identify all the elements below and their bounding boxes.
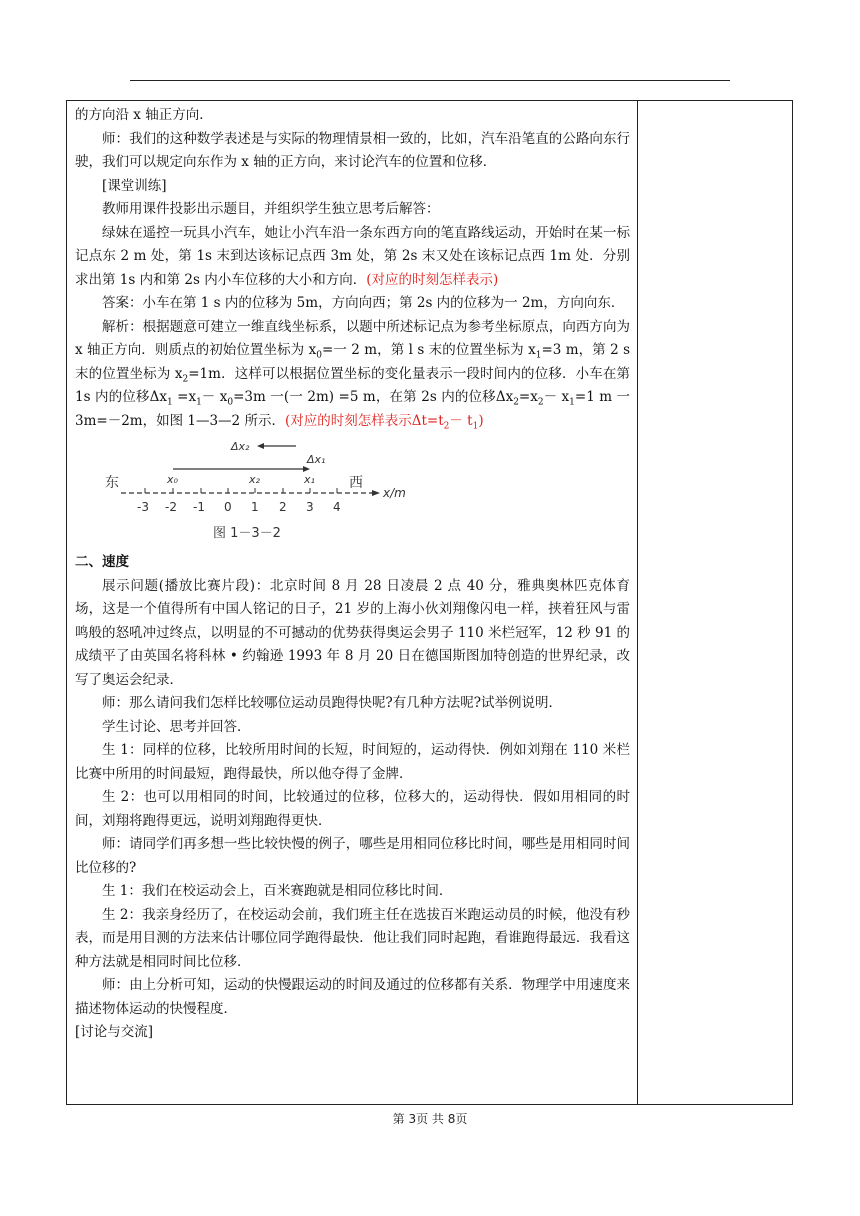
- paragraph: 教师用课件投影出示题目，并组织学生独立思考后解答：: [102, 201, 440, 217]
- paragraph: 学生讨论、思考并回答．: [102, 718, 251, 735]
- section-tag: [课堂训练]: [102, 177, 167, 194]
- paragraph: 生 1：我们在校运动会上，百米赛跑就是相同位移比时间．: [102, 883, 453, 899]
- point-x1-label: x₁: [304, 473, 315, 486]
- tick-marks: [145, 488, 337, 493]
- lesson-content: [75, 104, 630, 1045]
- paragraph: 生 1：同样的位移，比较所用时间的长短，时间短的，运动得快．例如刘翔在 110 米栏比赛中所用的时间最短，跑得最快，所以他夺得了金牌．: [75, 742, 630, 782]
- paragraph: 师：由上分析可知，运动的快慢跟运动的时间及通过的位移都有关系．物理学中用速度来描述物体运动的快慢程度．: [75, 977, 630, 1017]
- paragraph: 师：请同学们再多想一些比较快慢的例子，哪些是用相同位移比时间，哪些是用相同时间比位移的?: [75, 836, 630, 876]
- paragraph: 师：我们的这种数学表述是与实际的物理情景相一致的，比如，汽车沿笔直的公路向东行驶，我们可以规定向东作为 x 轴的正方向，来讨论汽车的位置和位移．: [75, 130, 630, 170]
- paragraph: 展示问题(播放比赛片段)：北京时间 8 月 28 日凌晨 2 点 40 分，雅典奥林匹克体育场，这是一个值得所有中国人铭记的日子，21 岁的上海小伙刘翔像闪电一样，挟着狂风与雷鸣般的怒吼冲过终点，以明显的不可撼动的优势获得奥运会男子 110 米栏冠军，12 秒 91 的成绩平了由英国名将科林 • 约翰逊 1993 年 8 月 20 日在德国斯图加特创造的世界纪录，改写了奥运会纪录．: [75, 577, 630, 688]
- lesson-table: [66, 100, 793, 1105]
- tick-label: 2: [279, 500, 287, 514]
- exercise-question: 绿妹在遥控一玩具小汽车，她让小汽车沿一条东西方向的笔直路线运动，开始时在某一标记点东 2 m 处，第 1s 末到达该标记点西 3m 处，第 2s 末又处在该标记点西 1m 处．分别求出第 1s 内和第 2s 内小车位移的大小和方向．(对应的时刻怎样表示): [75, 224, 630, 288]
- section-tag: [讨论与交流]: [75, 1024, 154, 1040]
- axis-arrow-icon: [372, 490, 380, 496]
- point-x2-label: x₂: [249, 473, 260, 486]
- paragraph: 生 2：我亲身经历了，在校运动会前，我们班主任在选拔百米跑运动员的时候，他没有秒表，而是用目测的方法来估计哪位同学跑得最快．他让我们同时起跑，看谁跑得最远．我看这种方法就是相同时间比位移．: [75, 906, 630, 970]
- tick-label: -3: [137, 500, 149, 514]
- dx1-label: Δx₁: [307, 453, 326, 466]
- page-footer: 第 3页 共 8页: [392, 1112, 468, 1126]
- point-x0-label: x₀: [167, 473, 178, 486]
- tick-label: 4: [333, 500, 341, 514]
- red-note: (对应的时刻怎样表示): [366, 271, 499, 288]
- tick-label: -1: [193, 500, 205, 514]
- red-note: (对应的时刻怎样表示$\Delta t=t_2- t_1$): [284, 412, 484, 432]
- header-rule: [130, 80, 730, 81]
- arrow-head-icon: [257, 443, 264, 449]
- tick-label: 1: [251, 500, 259, 514]
- column-divider: [637, 101, 638, 1104]
- paragraph: 生 2：也可以用相同的时间，比较通过的位移，位移大的，运动得快．假如用相同的时间，刘翔将跑得更远，说明刘翔跑得更快．: [75, 789, 630, 829]
- dx2-label: Δx₂: [231, 440, 250, 453]
- paragraph: 师：那么请问我们怎样比较哪位运动员跑得快呢?有几种方法呢?试举例说明．: [102, 695, 562, 711]
- number-line-diagram: [103, 437, 423, 549]
- section-heading-velocity: 二、速度: [75, 554, 129, 570]
- figure-number-line: [75, 433, 630, 551]
- paragraph: 的方向沿 x 轴正方向．: [75, 107, 213, 123]
- arrow-head-icon: [303, 466, 310, 472]
- analysis-paragraph: 解析：根据题意可建立一维直线坐标系，以题中所述标记点为参考坐标原点，向西方向为 x 轴正方向．则质点的初始位置坐标为 $x_0=$一 2 m，第 l s 末的位置坐标为 $x_1=3$ m，第 2 s 末的位置坐标为 $x_2=1m$．这样可以根据位置坐标的变化量表示一段时间内的位移．小车在第 1s 内的位移$\Delta x_1 =x_1- x_0=3m$ 一(一 2m) =5 m，在第 2s 内的位移$\Delta x_2=x_2- x_1=1$ m 一 3m=－2m，如图 1—3—2 所示．(对应的时刻怎样表示$\Delta t=t_2- t_1$): [75, 318, 631, 432]
- west-label: 西: [349, 475, 363, 491]
- east-label: 东: [105, 475, 119, 491]
- axis-label: x/m: [383, 486, 406, 500]
- tick-label: 3: [306, 500, 314, 514]
- tick-label: 0: [224, 500, 232, 514]
- figure-caption: 图 1－3－2: [213, 526, 281, 541]
- answer-paragraph: 答案：小车在第 1 s 内的位移为 5m，方向向西；第 2s 内的位移为一 2m，方向向东．: [102, 295, 625, 311]
- tick-label: -2: [165, 500, 177, 514]
